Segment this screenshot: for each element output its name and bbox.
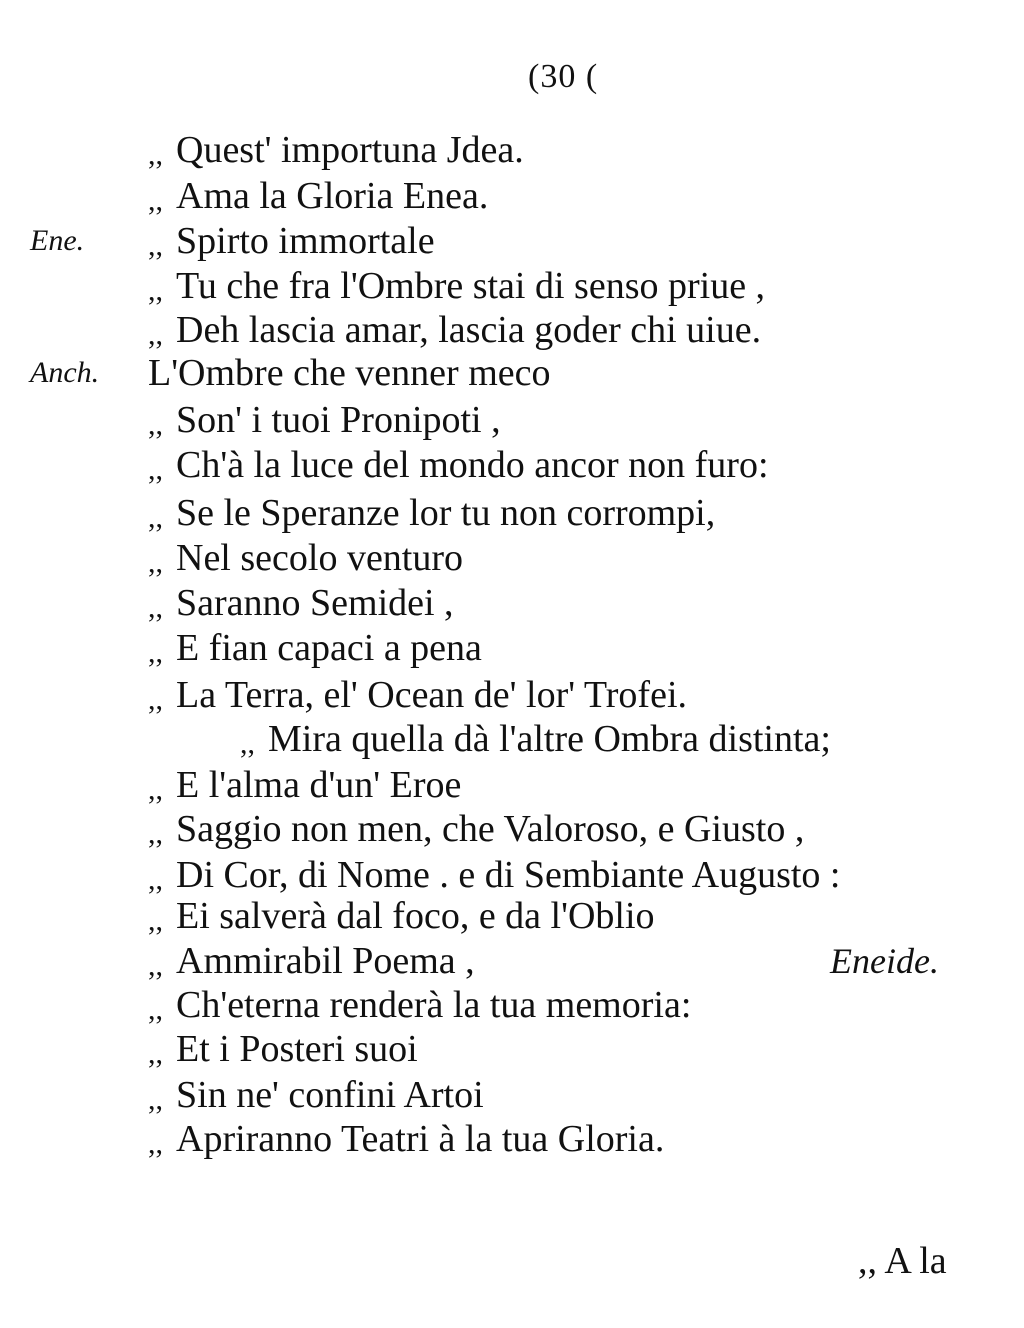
verse-text: Spirto immortale (176, 220, 435, 262)
verse-text: Se le Speranze lor tu non corrompi, (176, 492, 716, 534)
quote-mark: ,, (148, 546, 163, 579)
verse-text: Di Cor, di Nome . e di Sembiante Augusto : (176, 854, 841, 896)
verse-text: E l'alma d'un' Eroe (176, 764, 462, 806)
verse-text: Mira quella dà l'altre Ombra distinta; (268, 718, 831, 760)
page-number: (30 ( (528, 58, 599, 95)
verse-line (148, 982, 1008, 1028)
verse-line (148, 893, 1008, 939)
verse-text: Ch'à la luce del mondo ancor non furo: (176, 444, 769, 486)
verse-line (148, 762, 1008, 808)
catchword: ,, A la (858, 1240, 947, 1282)
quote-mark: ,, (148, 1083, 163, 1116)
quote-mark: ,, (148, 184, 163, 217)
verse-text: E fian capaci a pena (176, 627, 482, 669)
verse-text: Ammirabil Poema , (176, 940, 475, 982)
verse-line (148, 127, 1008, 173)
verse-text: Quest' importuna Jdea. (176, 129, 524, 171)
margin-note: Eneide. (830, 941, 939, 981)
verse-text: L'Ombre che venner meco (148, 352, 551, 394)
verse-text: Et i Posteri suoi (176, 1028, 418, 1070)
quote-mark: ,, (148, 636, 163, 669)
verse-line (148, 307, 1008, 353)
quote-mark: ,, (148, 1127, 163, 1160)
quote-mark: ,, (148, 274, 163, 307)
verse-text: Nel secolo venturo (176, 537, 464, 579)
quote-mark: ,, (148, 591, 163, 624)
verse-text: Ama la Gloria Enea. (176, 175, 489, 217)
verse-text: Saggio non men, che Valoroso, e Giusto , (176, 808, 805, 850)
quote-mark: ,, (148, 501, 163, 534)
quote-mark: ,, (148, 904, 163, 937)
verse-text: La Terra, el' Ocean de' lor' Trofei. (176, 674, 687, 716)
verse-text: Son' i tuoi Pronipoti , (176, 399, 501, 441)
verse-line (148, 350, 1008, 396)
quote-mark: ,, (148, 817, 163, 850)
verse-text: Sin ne' confini Artoi (176, 1074, 484, 1116)
quote-mark: ,, (148, 949, 163, 982)
verse-text: Deh lascia amar, lascia goder chi uiue. (176, 309, 762, 351)
verse-line (148, 580, 1008, 626)
verse-line (148, 490, 1008, 536)
verse-text: Saranno Semidei , (176, 582, 454, 624)
verse-line (148, 263, 1008, 309)
verse-line (148, 625, 1008, 671)
quote-mark: ,, (148, 408, 163, 441)
verse-text: Ch'eterna renderà la tua memoria: (176, 984, 692, 1026)
verse-line (148, 218, 1008, 264)
verse-line (148, 852, 1008, 898)
quote-mark: ,, (240, 727, 255, 760)
verse-line (148, 442, 1008, 488)
speaker-label-anch: Anch. (30, 356, 100, 389)
verse-line (148, 672, 1008, 718)
verse-line (148, 1026, 1008, 1072)
verse-line (240, 716, 1024, 762)
verse-line (148, 397, 1008, 443)
quote-mark: ,, (148, 863, 163, 896)
verse-text: Tu che fra l'Ombre stai di senso priue , (176, 265, 766, 307)
quote-mark: ,, (148, 773, 163, 806)
verse-line (148, 1072, 1008, 1118)
verse-line (148, 173, 1008, 219)
speaker-label-ene: Ene. (30, 224, 85, 257)
verse-line (148, 1116, 1008, 1162)
verse-line (148, 806, 1008, 852)
quote-mark: ,, (148, 993, 163, 1026)
quote-mark: ,, (148, 683, 163, 716)
quote-mark: ,, (148, 1037, 163, 1070)
quote-mark: ,, (148, 138, 163, 171)
verse-line (148, 535, 1008, 581)
quote-mark: ,, (148, 318, 163, 351)
verse-text: Ei salverà dal foco, e da l'Oblio (176, 895, 655, 937)
verse-text: Apriranno Teatri à la tua Gloria. (176, 1118, 665, 1160)
quote-mark: ,, (148, 453, 163, 486)
quote-mark: ,, (148, 229, 163, 262)
